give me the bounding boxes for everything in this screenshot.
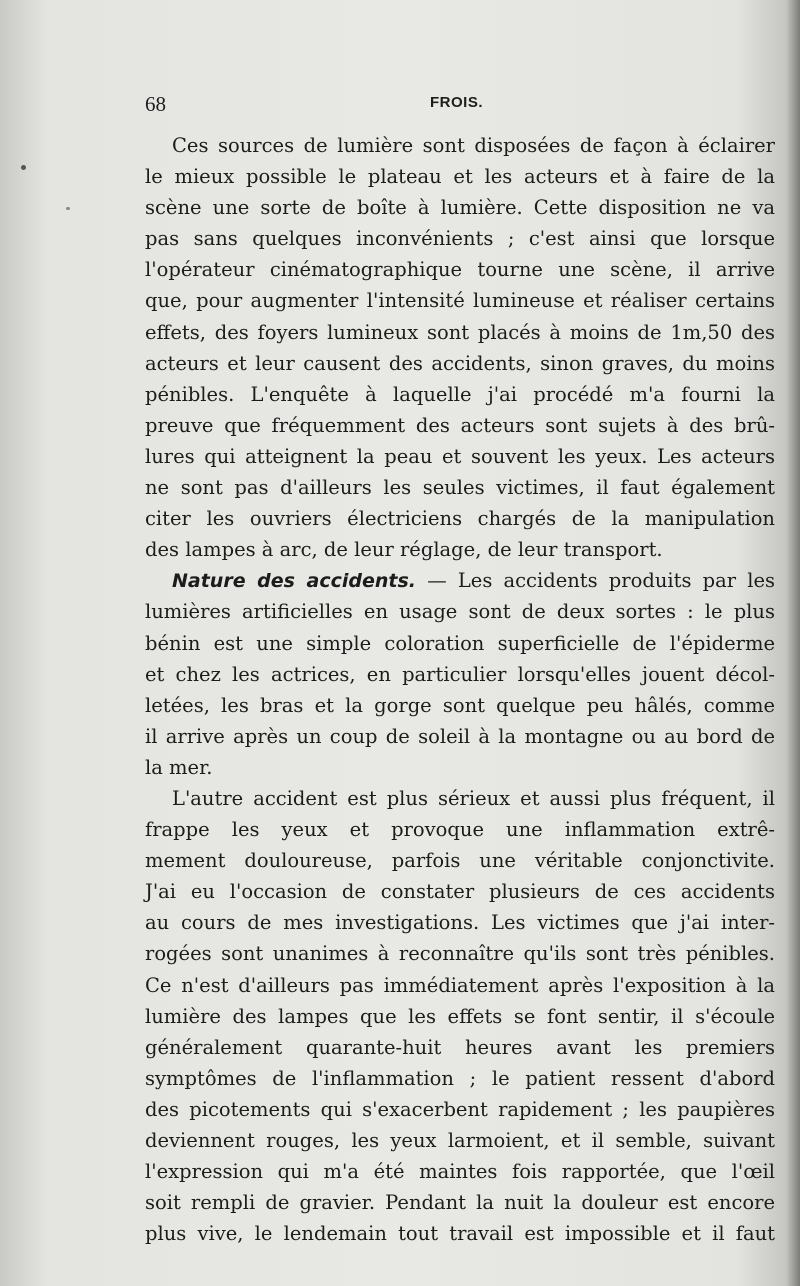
section-first-line <box>145 565 775 596</box>
text-line: symptômes de l'inflammation ; le patient ressent d'abord <box>145 1066 775 1090</box>
page-header <box>145 92 775 122</box>
text-line: frappe les yeux et provoque une inflammation extrê- <box>145 818 775 842</box>
text-line: la mer. <box>145 755 213 779</box>
section-first-line-text: — Les accidents produits par les <box>416 569 775 593</box>
text-line: au cours de mes investigations. Les victimes que j'ai inter- <box>145 911 775 935</box>
text-line: mement douloureuse, parfois une véritable conjonctivite. <box>145 849 775 873</box>
body-text <box>145 130 775 1249</box>
text-line: Ce n'est d'ailleurs pas immédiatement après l'exposition à la <box>145 973 775 997</box>
text-line: L'autre accident est plus sérieux et aussi plus fréquent, il <box>172 786 775 810</box>
text-line: lumière des lampes que les effets se font sentir, il s'écoule <box>145 1004 775 1028</box>
section-title: Nature des accidents. <box>172 570 417 593</box>
page-number: 68 <box>145 92 166 116</box>
ink-speck <box>21 165 26 170</box>
text-line: citer les ouvriers électriciens chargés de la manipulation <box>145 507 775 531</box>
text-line: lumières artificielles en usage sont de deux sortes : le plus <box>145 600 775 624</box>
ink-speck <box>66 207 70 210</box>
text-line: deviennent rouges, les yeux larmoient, et il semble, suivant <box>145 1129 775 1152</box>
page-gutter-shadow <box>786 0 800 1286</box>
running-head: FROIS. <box>430 94 484 111</box>
text-line: J'ai eu l'occasion de constater plusieurs de ces accidents <box>145 880 775 904</box>
text-line: Ces sources de lumière sont disposées de façon à éclairer <box>172 134 775 157</box>
text-line: et chez les actrices, en particulier lorsqu'elles jouent décol- <box>145 662 775 686</box>
text-line: bénin est une simple coloration superficielle de l'épiderme <box>145 631 775 655</box>
text-line: ne sont pas d'ailleurs les seules victimes, il faut également <box>145 476 775 500</box>
text-line: le mieux possible le plateau et les acteurs et à faire de la <box>145 165 775 189</box>
text-line: acteurs et leur causent des accidents, sinon graves, du moins <box>145 351 775 375</box>
text-line: effets, des foyers lumineux sont placés à moins de 1m,50 des <box>145 320 775 344</box>
text-line: pénibles. L'enquête à laquelle j'ai procédé m'a fourni la <box>145 382 775 406</box>
text-line: preuve que fréquemment des acteurs sont sujets à des brû- <box>145 413 775 437</box>
text-line: des lampes à arc, de leur réglage, de leur transport. <box>145 538 663 562</box>
text-line: rogées sont unanimes à reconnaître qu'ils sont très pénibles. <box>145 942 775 966</box>
text-line: que, pour augmenter l'intensité lumineuse et réaliser certains <box>145 289 775 313</box>
text-line: l'opérateur cinématographique tourne une scène, il arrive <box>145 258 775 282</box>
text-line: soit rempli de gravier. Pendant la nuit la douleur est encore <box>145 1191 775 1215</box>
text-line: l'expression qui m'a été maintes fois rapportée, que l'œil <box>145 1160 775 1184</box>
text-line: pas sans quelques inconvénients ; c'est ainsi que lorsque <box>145 227 775 251</box>
text-line: plus vive, le lendemain tout travail est impossible et il faut <box>145 1222 775 1246</box>
text-line: des picotements qui s'exacerbent rapidement ; les paupières <box>145 1097 775 1121</box>
text-line: généralement quarante-huit heures avant les premiers <box>145 1035 775 1059</box>
text-line: lures qui atteignent la peau et souvent les yeux. Les acteurs <box>145 444 775 468</box>
text-line: scène une sorte de boîte à lumière. Cette disposition ne va <box>145 196 775 220</box>
text-line: il arrive après un coup de soleil à la montagne ou au bord de <box>145 724 775 748</box>
text-line: letées, les bras et la gorge sont quelque peu hâlés, comme <box>145 693 775 717</box>
